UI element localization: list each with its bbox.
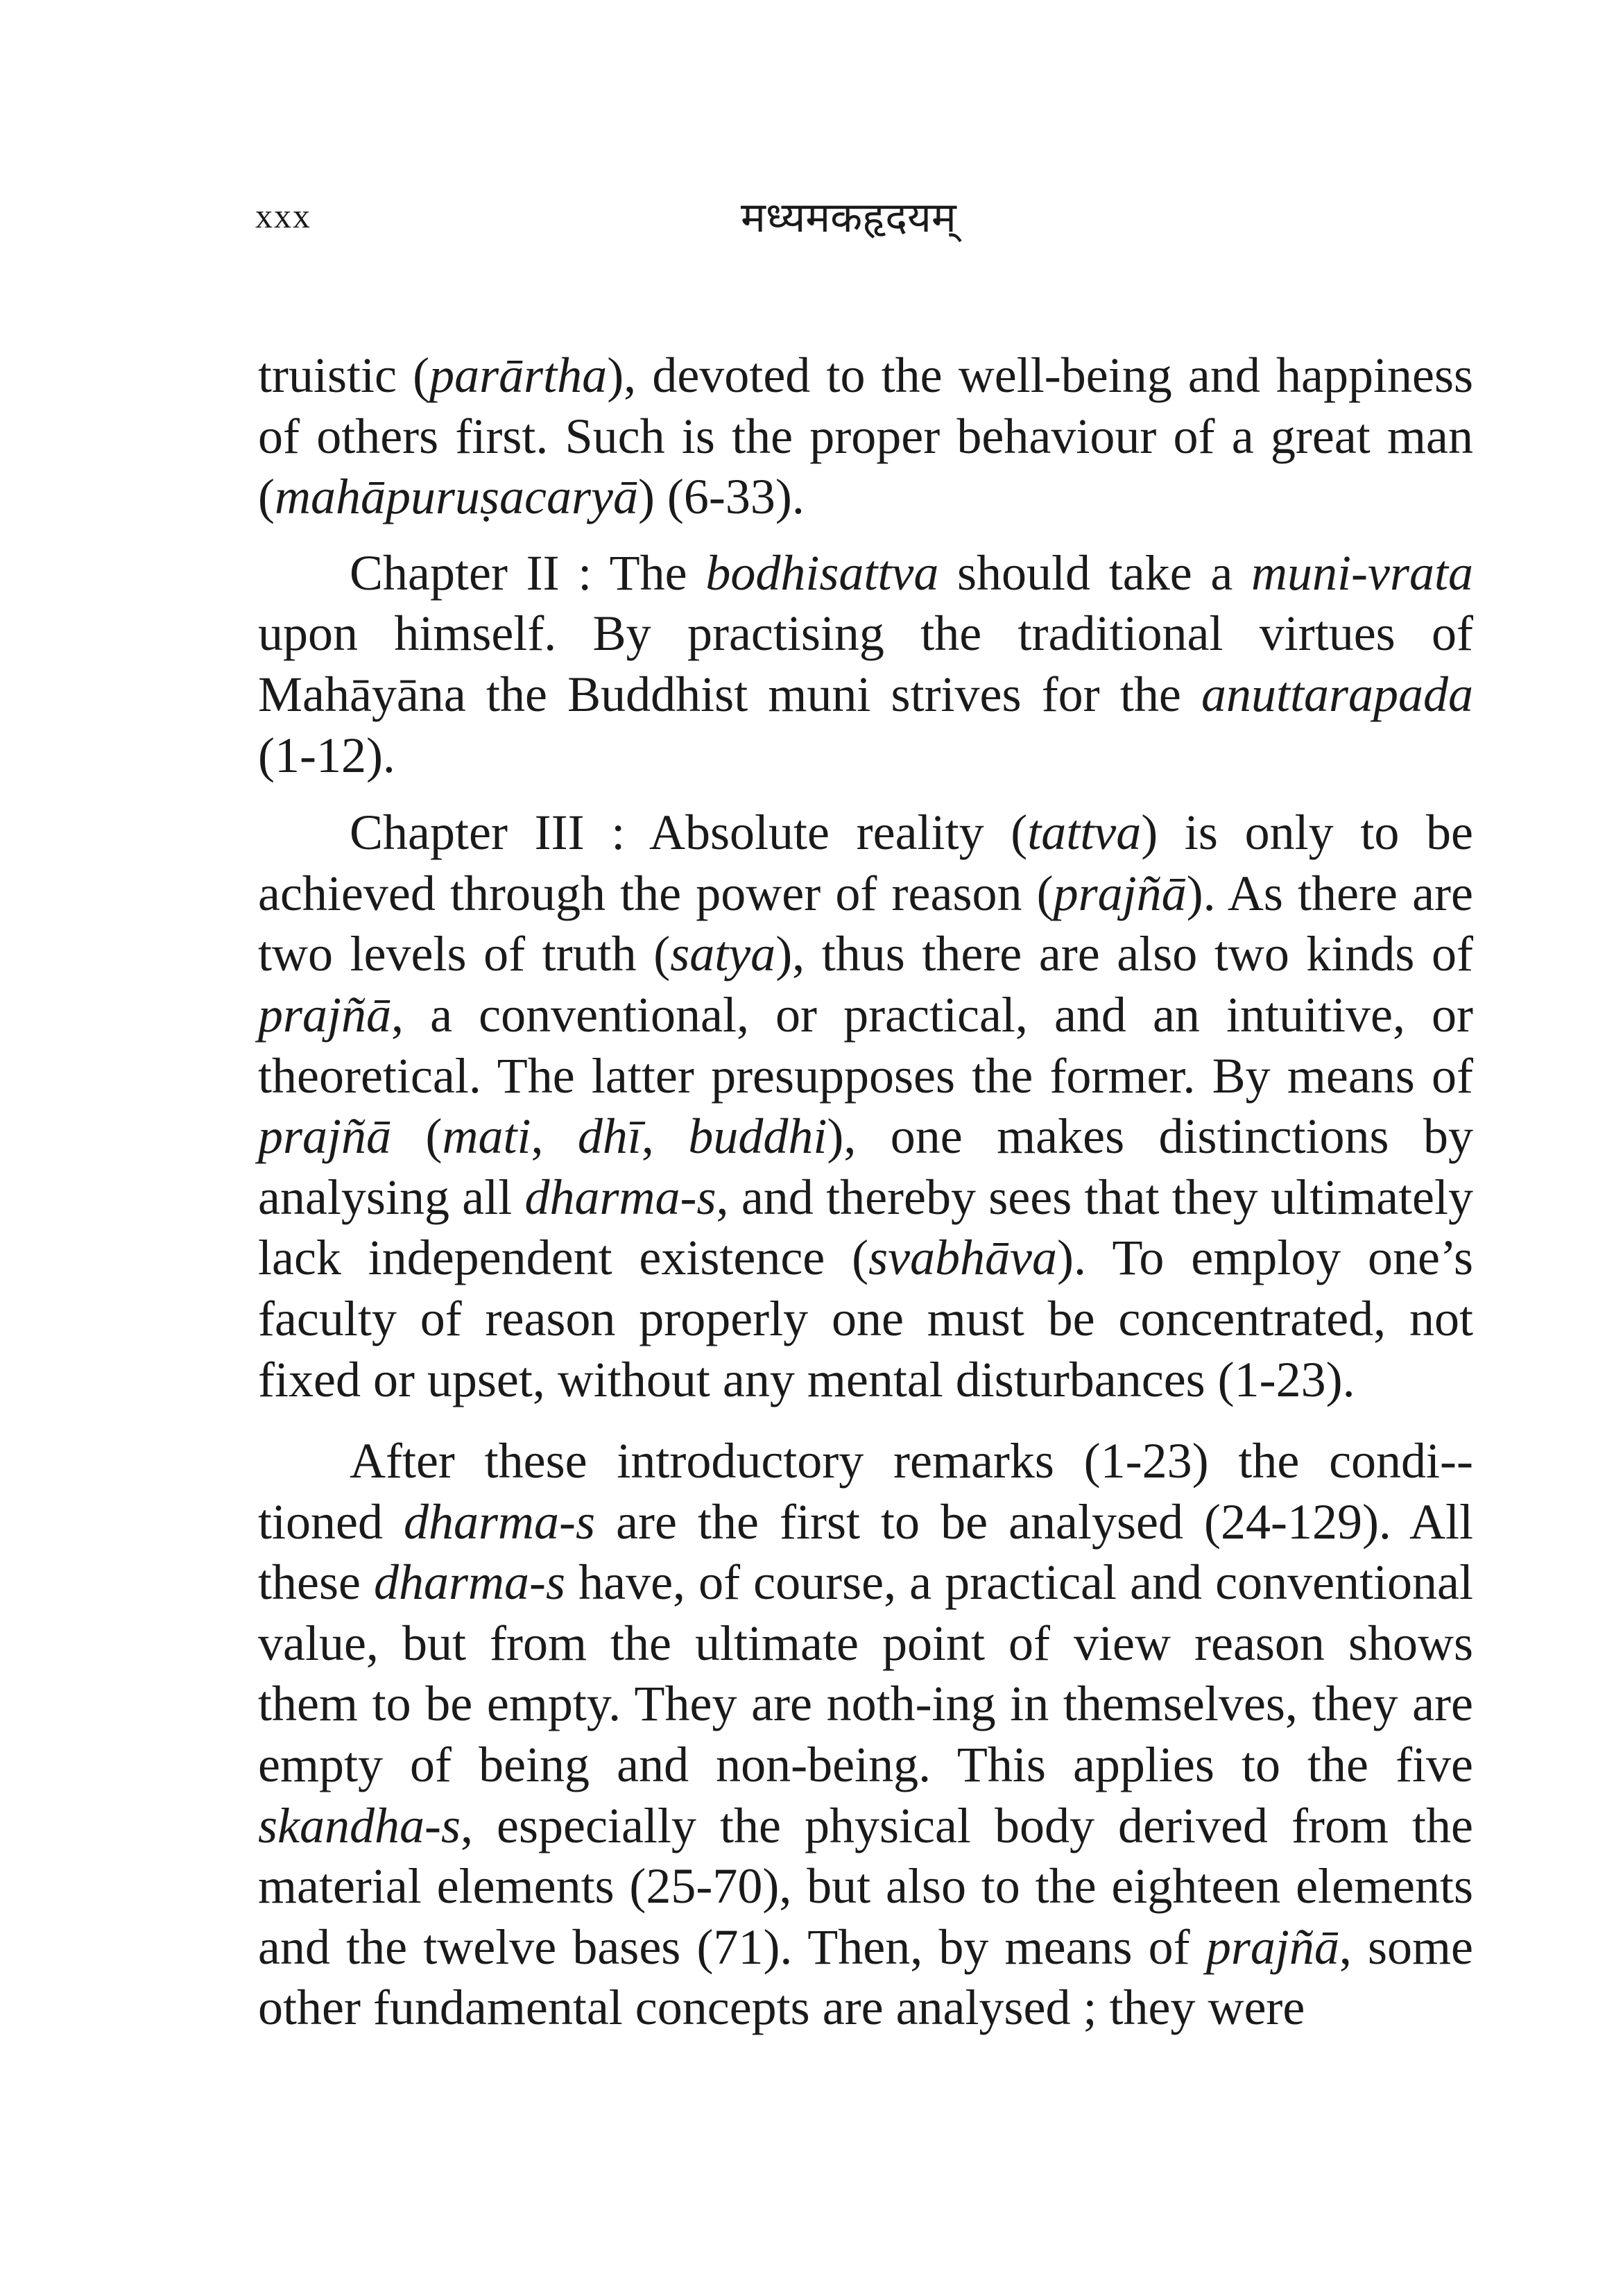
text-run: ), one makes distinctions by analysing all xyxy=(258,1108,1474,1225)
italic-term: dharma-s xyxy=(524,1169,716,1225)
paragraph xyxy=(258,1431,1473,2039)
text-run: ). As there are two levels of truth ( xyxy=(258,865,1473,982)
italic-term: skandha-s xyxy=(258,1797,461,1853)
body-text xyxy=(258,345,1473,2039)
text-run: , and thereby sees that they ultimately lack independent existence ( xyxy=(258,1169,1474,1286)
italic-term: dhī xyxy=(577,1108,642,1165)
running-head xyxy=(255,187,1476,243)
text-run: Chapter III : Absolute reality ( xyxy=(350,805,1028,861)
italic-term: prajñā xyxy=(1053,865,1187,921)
text-run: should take a xyxy=(938,545,1252,601)
italic-term: muni-vrata xyxy=(1251,545,1473,601)
italic-term: svabhāva xyxy=(868,1230,1057,1286)
text-run: ), thus there are also two kinds of xyxy=(775,926,1473,982)
text-run: , a conventional, or practical, and an intuitive, or theoretical. The latter presupposes the former. By means of xyxy=(258,986,1473,1104)
paragraph xyxy=(258,345,1473,528)
text-run: upon himself. By practising the traditional virtues of Mahāyāna the Buddhist muni strives for the xyxy=(258,606,1473,722)
italic-term: dharma-s xyxy=(404,1493,596,1550)
italic-term: prajñā xyxy=(1205,1919,1339,1975)
italic-term: tattva xyxy=(1027,805,1142,861)
text-run: ) (6-33). xyxy=(637,469,805,525)
text-run: , xyxy=(641,1108,689,1165)
paragraph xyxy=(258,543,1473,786)
italic-term: dharma-s xyxy=(374,1554,566,1611)
italic-term: parārtha xyxy=(429,348,608,403)
italic-term: bodhisattva xyxy=(705,545,939,601)
text-run: ). To employ one’s faculty of reason properly one must be concentrated, not fixed or upset, without any mental disturbances (1-23). xyxy=(258,1230,1473,1407)
italic-term: prajñā xyxy=(258,986,392,1043)
italic-term: satya xyxy=(670,926,776,982)
text-run: have, of course, a practical and conventional value, but from the ultimate point of view reason shows them to be empty. They are noth-ing in themselves, they are empty of being and non-being. This applies to the five xyxy=(258,1554,1473,1793)
italic-term: mati xyxy=(442,1108,531,1165)
text-run: are the first to be analysed (24-129). All these xyxy=(258,1493,1473,1611)
text-run: ), devoted to the well-being and happiness of others first. Such is the proper behaviour of a great man ( xyxy=(258,348,1473,525)
text-run: truistic ( xyxy=(258,348,430,403)
text-run: ) is only to be achieved through the power of reason ( xyxy=(258,805,1473,921)
text-run: , xyxy=(531,1108,578,1165)
italic-term: buddhi xyxy=(688,1108,827,1165)
text-run: After these introductory remarks (1-23) the condi-tioned xyxy=(258,1433,1473,1550)
text-run: Chapter II : The xyxy=(350,545,706,601)
text-run: (1-12). xyxy=(258,727,395,783)
paragraph xyxy=(258,803,1473,1410)
italic-term: mahāpuruṣacaryā xyxy=(274,469,638,525)
text-run: ( xyxy=(391,1108,443,1165)
page-number: xxx xyxy=(255,196,311,235)
italic-term: prajñā xyxy=(258,1108,392,1165)
text-run: , especially the physical body derived from the material elements (25-70), but also to the eighteen elements and the twelve bases (71). Then, by means of xyxy=(258,1797,1473,1975)
book-title: मध्यमकहृदयम् xyxy=(741,194,956,242)
text-run: , some other fundamental concepts are analysed ; they were xyxy=(258,1919,1473,2036)
italic-term: anuttarapada xyxy=(1201,666,1473,722)
